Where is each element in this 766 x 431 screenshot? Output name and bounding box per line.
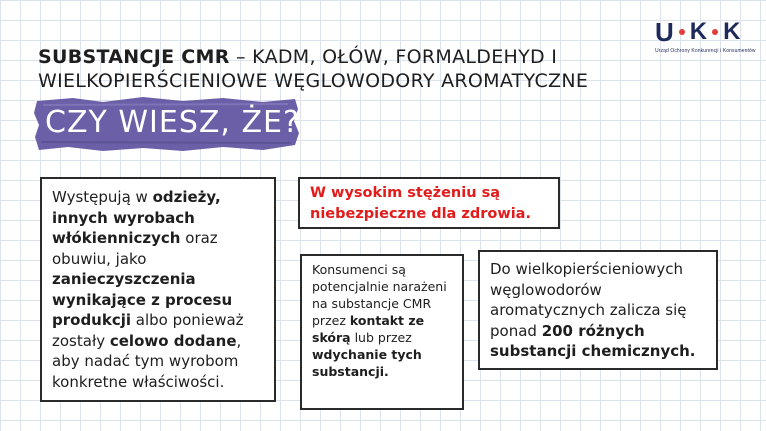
- card1-text: albo ponieważ zostały: [52, 311, 244, 350]
- card1-bold: celowo dodane: [109, 331, 237, 350]
- card1-bold: zanieczyszczenia wynikające z procesu produkcji: [52, 270, 233, 329]
- card1-text: Występują w: [52, 188, 153, 206]
- logo-tagline: Urząd Ochrony Konkurencji i Konsumentów: [655, 48, 756, 54]
- card4-bold: 200 różnych substancji chemicznych.: [490, 321, 696, 360]
- logo-letter-u: U: [655, 17, 674, 47]
- card3-text: Konsumenci są potencjalnie narażeni na substancje CMR przez: [312, 262, 447, 328]
- card1-bold: odzieży, innych wyrobach włókienniczych: [52, 188, 221, 247]
- uokik-logo: [655, 17, 756, 64]
- page-title: [38, 45, 658, 93]
- card3-bold: wdychanie tych substancji.: [312, 347, 422, 379]
- card1-text: oraz obuwiu, jako: [52, 229, 218, 268]
- logo-mark: [655, 18, 751, 46]
- fact-card-exposure: [300, 254, 464, 410]
- title-bold: SUBSTANCJE CMR: [38, 46, 230, 68]
- card3-bold: kontakt ze skórą: [312, 313, 425, 345]
- card1-text: , aby nadać tym wyrobom konkretne właściwości.: [52, 331, 242, 391]
- logo-dot-icon: [679, 29, 685, 35]
- fact-card-danger: [298, 177, 560, 229]
- fact-card-hydrocarbons: [478, 250, 718, 370]
- fact-card-clothing: [40, 177, 276, 402]
- logo-letter-k: K: [689, 18, 708, 45]
- logo-dot-icon: [712, 29, 718, 35]
- logo-letter-k: K: [723, 18, 741, 45]
- banner-text: CZY WIESZ, ŻE?: [45, 105, 300, 140]
- title-rest: – KADM, OŁÓW, FORMALDEHYD I WIELKOPIERŚCIENIOWE WĘGLOWODORY AROMATYCZNE: [38, 46, 589, 92]
- did-you-know-banner: [33, 95, 301, 153]
- card3-text: lub przez: [350, 330, 412, 345]
- card4-text: Do wielkopierścieniowych węglowodorów aromatycznych zalicza się ponad: [490, 260, 687, 340]
- card2-text: W wysokim stężeniu są niebezpieczne dla zdrowia.: [310, 185, 531, 222]
